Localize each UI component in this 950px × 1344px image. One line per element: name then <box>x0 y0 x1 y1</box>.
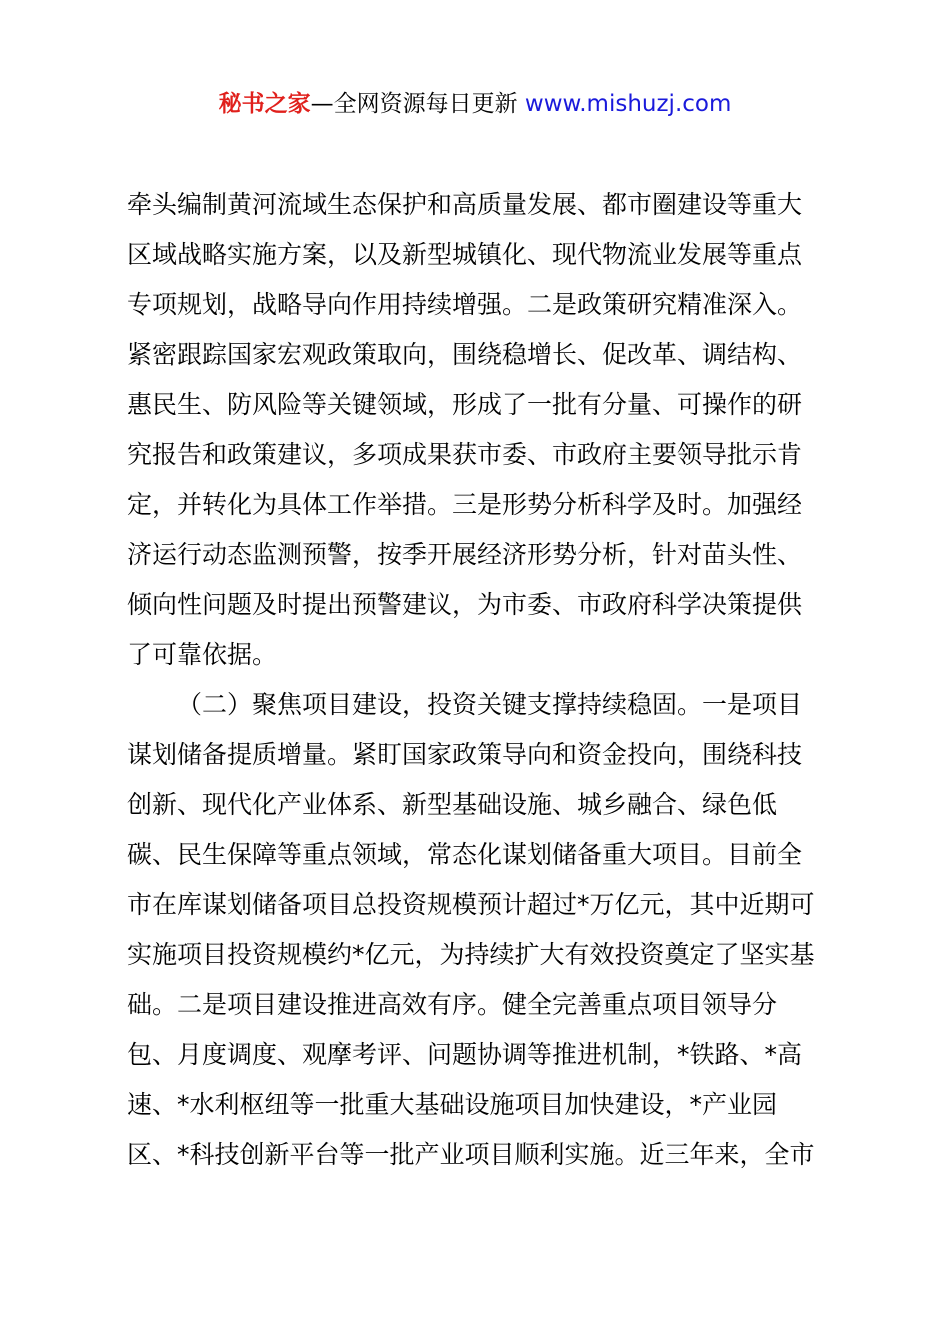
paragraph-1 <box>127 180 827 680</box>
text-line: 倾向性问题及时提出预警建议，为市委、市政府科学决策提供 <box>127 590 803 619</box>
text-line: 紧密跟踪国家宏观政策取向，围绕稳增长、促改革、调结构、 <box>127 340 803 369</box>
text-line: 市在库谋划储备项目总投资规模预计超过*万亿元，其中近期可 <box>127 890 815 919</box>
text-line: 实施项目投资规模约*亿元，为持续扩大有效投资奠定了坚实基 <box>127 940 815 969</box>
text-line: 包、月度调度、观摩考评、问题协调等推进机制，*铁路、*高 <box>127 1040 803 1069</box>
text-line: 区、*科技创新平台等一批产业项目顺利实施。近三年来，全市 <box>127 1140 815 1169</box>
text-line: 创新、现代化产业体系、新型基础设施、城乡融合、绿色低 <box>127 790 778 819</box>
paragraph-2 <box>127 680 827 1180</box>
document-body <box>127 180 827 1180</box>
text-line: 专项规划，战略导向作用持续增强。二是政策研究精准深入。 <box>127 290 803 319</box>
text-line: 究报告和政策建议，多项成果获市委、市政府主要领导批示肯 <box>127 440 803 469</box>
website-link[interactable]: www.mishuzj.com <box>524 91 732 117</box>
text-line: 定，并转化为具体工作举措。三是形势分析科学及时。加强经 <box>127 490 803 519</box>
page-header <box>0 86 950 122</box>
text-line: 惠民生、防风险等关键领域，形成了一批有分量、可操作的研 <box>127 390 803 419</box>
text-line: 碳、民生保障等重点领域，常态化谋划储备重大项目。目前全 <box>127 840 803 869</box>
text-line: 区域战略实施方案，以及新型城镇化、现代物流业发展等重点 <box>127 240 803 269</box>
text-line: 了可靠依据。 <box>127 640 278 669</box>
text-line: 速、*水利枢纽等一批重大基础设施项目加快建设，*产业园 <box>127 1090 778 1119</box>
paragraph-heading-line: （二）聚焦项目建设，投资关键支撑持续稳固。一是项目 <box>177 690 803 719</box>
text-line: 济运行动态监测预警，按季开展经济形势分析，针对苗头性、 <box>127 540 803 569</box>
brand-name: 秘书之家 <box>218 91 311 117</box>
text-line: 础。二是项目建设推进高效有序。健全完善重点项目领导分 <box>127 990 778 1019</box>
text-line: 谋划储备提质增量。紧盯国家政策导向和资金投向，围绕科技 <box>127 740 803 769</box>
text-line: 牵头编制黄河流域生态保护和高质量发展、都市圈建设等重大 <box>127 190 803 219</box>
header-slogan: —全网资源每日更新 <box>310 91 525 117</box>
